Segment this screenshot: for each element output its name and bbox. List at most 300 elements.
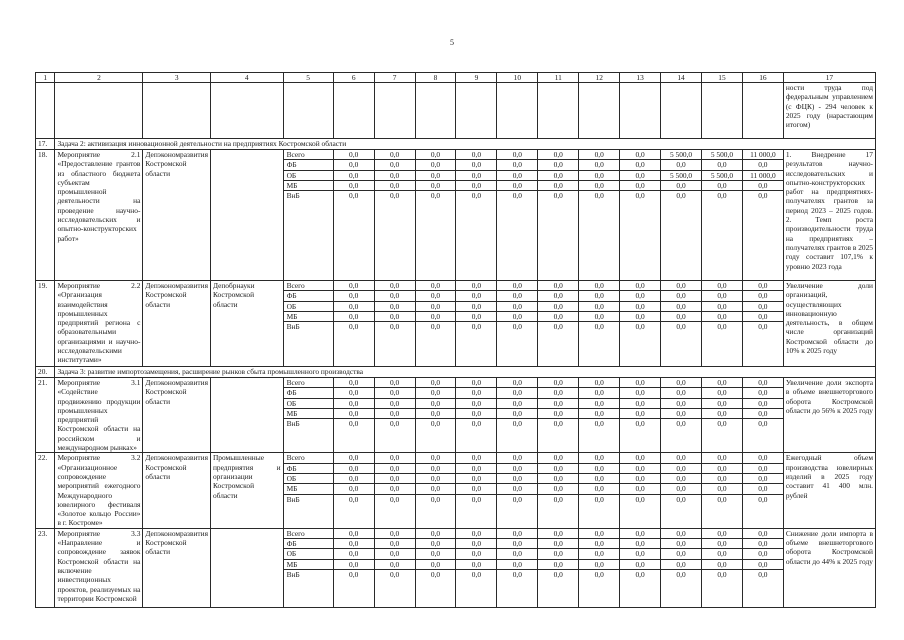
amount-value: 0,0 [702, 559, 742, 569]
amount-value: 0,0 [635, 528, 645, 538]
funding-source-label: ОБ [284, 548, 333, 558]
amount-value: 0,0 [676, 528, 686, 538]
amount-value: 0,0 [497, 473, 537, 483]
amount-cell [333, 453, 374, 528]
amount-value: 0,0 [661, 548, 701, 558]
amount-value: 0,0 [538, 387, 578, 397]
amount-cell [538, 453, 579, 528]
amount-value: 0,0 [471, 453, 482, 463]
amount-value: 0,0 [758, 281, 768, 290]
amount-value: 0,0 [375, 483, 415, 493]
row-number: 22. [36, 453, 55, 528]
amount-value: 0,0 [512, 528, 522, 538]
amount-value: 0,0 [456, 473, 496, 483]
participants [210, 150, 283, 281]
amount-value: 0,0 [375, 190, 415, 200]
amount-value: 5 500,0 [669, 150, 693, 159]
amount-value: 0,0 [512, 378, 522, 387]
amount-cell [456, 150, 497, 281]
amount-value: 0,0 [416, 180, 456, 190]
amount-value: 0,0 [416, 473, 456, 483]
amount-value: 0,0 [512, 150, 522, 159]
task-2-row [36, 139, 876, 150]
amount-value: 0,0 [661, 494, 701, 504]
amount-value: 0,0 [702, 569, 742, 579]
funding-source-label: ФБ [284, 290, 333, 300]
amount-value: 0,0 [334, 418, 374, 428]
amount-value: 0,0 [430, 150, 441, 159]
amount-value: 0,0 [553, 378, 563, 387]
amount-value: 0,0 [497, 483, 537, 493]
column-number-15: 15 [702, 73, 743, 83]
amount-value: 0,0 [743, 321, 783, 331]
amount-value: 0,0 [620, 321, 660, 331]
amount-value: 0,0 [594, 528, 604, 538]
row-19 [36, 281, 876, 367]
amount-value: 0,0 [676, 453, 686, 463]
amount-value: 0,0 [579, 398, 619, 408]
amount-value: 0,0 [579, 290, 619, 300]
amount-value: 0,0 [702, 483, 742, 493]
amount-value: 0,0 [416, 483, 456, 493]
amount-value: 0,0 [620, 190, 660, 200]
amount-value: 0,0 [538, 190, 578, 200]
carry-over-row [36, 83, 876, 139]
amount-value: 0,0 [416, 408, 456, 418]
amount-value: 0,0 [676, 281, 686, 290]
amount-cell [661, 150, 702, 281]
amount-value: 0,0 [702, 290, 742, 300]
amount-value: 0,0 [334, 463, 374, 473]
amount-value: 0,0 [334, 311, 374, 321]
amount-value: 0,0 [579, 311, 619, 321]
amount-value: 0,0 [743, 301, 783, 311]
amount-value: 0,0 [743, 559, 783, 569]
amount-value: 0,0 [497, 538, 537, 548]
amount-value: 0,0 [375, 548, 415, 558]
amount-value: 0,0 [620, 408, 660, 418]
amount-value: 0,0 [497, 548, 537, 558]
amount-value: 0,0 [538, 494, 578, 504]
amount-value: 0,0 [334, 301, 374, 311]
amount-value: 0,0 [620, 418, 660, 428]
amount-value: 0,0 [661, 398, 701, 408]
amount-value: 0,0 [620, 301, 660, 311]
amount-value: 0,0 [538, 408, 578, 418]
column-number-17: 17 [783, 73, 875, 83]
amount-value: 0,0 [375, 408, 415, 418]
amount-value: 0,0 [579, 418, 619, 428]
amount-cell [538, 150, 579, 281]
column-number-8: 8 [415, 73, 456, 83]
funding-source-label: ОБ [284, 473, 333, 483]
funding-source-label: ВнБ [284, 418, 333, 428]
amount-value: 0,0 [456, 538, 496, 548]
funding-source-label: ВнБ [284, 190, 333, 200]
column-number-3: 3 [143, 73, 211, 83]
amount-cell [579, 528, 620, 607]
funding-source-label: ОБ [284, 301, 333, 311]
column-number-13: 13 [620, 73, 661, 83]
amount-value: 0,0 [497, 190, 537, 200]
participants [210, 378, 283, 453]
amount-cell [333, 281, 374, 367]
amount-value: 0,0 [538, 538, 578, 548]
amount-cell [374, 378, 415, 453]
amount-value: 0,0 [456, 170, 496, 180]
amount-value: 0,0 [717, 528, 727, 538]
amount-cell [333, 528, 374, 607]
amount-value: 0,0 [334, 408, 374, 418]
amount-value: 0,0 [635, 281, 645, 290]
amount-value: 0,0 [334, 569, 374, 579]
amount-value: 0,0 [375, 159, 415, 169]
amount-cell [374, 150, 415, 281]
amount-value: 0,0 [456, 559, 496, 569]
amount-value: 0,0 [661, 473, 701, 483]
amount-value: 0,0 [661, 159, 701, 169]
task-2-number: 17. [36, 139, 55, 150]
activity-name: Мероприятие 2.2 «Организация взаимодействия промышленных предприятий региона с образовательными организациями и научно-исследовательскими институтами» [55, 281, 143, 367]
program-table [35, 72, 876, 608]
amount-value: 0,0 [620, 180, 660, 190]
amount-value: 0,0 [456, 408, 496, 418]
row-21 [36, 378, 876, 453]
amount-value: 0,0 [375, 170, 415, 180]
amount-value: 0,0 [579, 569, 619, 579]
amount-cell [333, 150, 374, 281]
amount-value: 0,0 [538, 170, 578, 180]
funding-source-label: ОБ [284, 170, 333, 180]
expected-result: 1. Внедрение 17 результатов научно-исследовательских и опытно-конструкторских работ на предприятиях-получателях грантов за период 2023 – 2025 годов. 2. Темп роста производительности труда на предприятиях – получателях грантов в 2025 году составит 107,1% к уровню 2023 года [783, 150, 875, 281]
responsible-executor: Депэкономразвития Костромской области [143, 150, 211, 281]
amount-value: 0,0 [579, 548, 619, 558]
amount-value: 0,0 [497, 321, 537, 331]
amount-value: 0,0 [497, 408, 537, 418]
amount-value: 5 500,0 [710, 150, 734, 159]
column-number-14: 14 [661, 73, 702, 83]
amount-value: 0,0 [375, 569, 415, 579]
amount-value: 0,0 [416, 538, 456, 548]
row-number: 21. [36, 378, 55, 453]
amount-value: 0,0 [579, 180, 619, 190]
amount-value: 0,0 [416, 463, 456, 473]
funding-sources [283, 281, 333, 367]
amount-value: 0,0 [702, 159, 742, 169]
amount-cell [579, 150, 620, 281]
amount-value: 0,0 [430, 528, 441, 538]
amount-value: 0,0 [334, 548, 374, 558]
amount-value: 0,0 [579, 321, 619, 331]
funding-source-label: ФБ [284, 538, 333, 548]
amount-value: 0,0 [594, 150, 604, 159]
funding-source-label: МБ [284, 311, 333, 321]
amount-value: 0,0 [743, 408, 783, 418]
activity-name: Мероприятие 3.3 «Направление и сопровождение заявок Костромской области на включение инвестиционных проектов, реализуемых на территории Костромской [55, 528, 143, 607]
amount-value: 0,0 [579, 538, 619, 548]
amount-value: 0,0 [375, 473, 415, 483]
amount-value: 0,0 [497, 301, 537, 311]
amount-value: 0,0 [497, 311, 537, 321]
amount-value: 0,0 [702, 387, 742, 397]
amount-value: 0,0 [620, 494, 660, 504]
amount-value: 0,0 [702, 301, 742, 311]
expected-result: Увеличение доли экспорта в объеме внешнеторгового оборота Костромской области до 56% к 2025 году [783, 378, 875, 453]
amount-value: 0,0 [635, 378, 645, 387]
amount-value: 0,0 [389, 150, 400, 159]
column-number-1: 1 [36, 73, 55, 83]
funding-source-label: Всего [286, 150, 305, 159]
amount-value: 0,0 [743, 180, 783, 190]
amount-value: 0,0 [620, 290, 660, 300]
amount-value: 0,0 [375, 398, 415, 408]
amount-value: 0,0 [456, 190, 496, 200]
amount-cell [456, 281, 497, 367]
amount-value: 0,0 [497, 180, 537, 190]
amount-value: 0,0 [579, 301, 619, 311]
amount-cell [742, 378, 783, 453]
amount-value: 0,0 [497, 170, 537, 180]
amount-cell [333, 378, 374, 453]
amount-value: 0,0 [538, 548, 578, 558]
amount-value: 0,0 [430, 281, 441, 290]
amount-value: 0,0 [430, 453, 441, 463]
amount-value: 0,0 [717, 281, 727, 290]
amount-value: 0,0 [512, 453, 522, 463]
row-22 [36, 453, 876, 528]
amount-cell [497, 528, 538, 607]
column-number-row [36, 73, 876, 83]
amount-value: 0,0 [349, 528, 359, 538]
amount-cell [497, 453, 538, 528]
amount-value: 0,0 [579, 159, 619, 169]
amount-value: 0,0 [456, 569, 496, 579]
amount-cell [742, 528, 783, 607]
amount-value: 0,0 [497, 387, 537, 397]
amount-value: 0,0 [553, 528, 563, 538]
amount-value: 0,0 [538, 473, 578, 483]
amount-value: 0,0 [416, 494, 456, 504]
amount-value: 0,0 [334, 170, 374, 180]
funding-source-label: ВнБ [284, 569, 333, 579]
amount-value: 0,0 [416, 559, 456, 569]
amount-value: 0,0 [456, 159, 496, 169]
amount-cell [374, 453, 415, 528]
amount-value: 0,0 [702, 473, 742, 483]
column-number-5: 5 [283, 73, 333, 83]
amount-cell [497, 150, 538, 281]
amount-value: 0,0 [717, 453, 727, 463]
amount-value: 0,0 [375, 387, 415, 397]
amount-value: 0,0 [349, 150, 359, 159]
amount-value: 0,0 [661, 418, 701, 428]
amount-cell [538, 281, 579, 367]
column-number-16: 16 [742, 73, 783, 83]
amount-cell [620, 453, 661, 528]
amount-cell [702, 528, 743, 607]
amount-value: 0,0 [538, 290, 578, 300]
amount-value: 0,0 [743, 290, 783, 300]
amount-value: 0,0 [620, 170, 660, 180]
amount-value: 0,0 [620, 463, 660, 473]
amount-value: 0,0 [375, 311, 415, 321]
amount-value: 0,0 [758, 528, 768, 538]
amount-value: 0,0 [594, 453, 604, 463]
expected-result: Ежегодный объем производства ювелирных изделий в 2025 году составит 41 400 млн. рублей [783, 453, 875, 528]
funding-source-label: Всего [286, 281, 305, 290]
amount-cell [374, 281, 415, 367]
amount-value: 0,0 [471, 528, 482, 538]
amount-value: 0,0 [334, 159, 374, 169]
activity-name: Мероприятие 3.1 «Содействие продвижению продукции промышленных предприятий Костромской области на российском и международном рынках» [55, 378, 143, 453]
amount-value: 0,0 [553, 453, 563, 463]
amount-value: 0,0 [620, 569, 660, 579]
amount-value: 0,0 [661, 387, 701, 397]
amount-value: 0,0 [416, 548, 456, 558]
funding-source-label: Всего [286, 528, 305, 538]
amount-value: 0,0 [456, 463, 496, 473]
amount-value: 0,0 [538, 418, 578, 428]
amount-value: 0,0 [430, 378, 441, 387]
row-number: 19. [36, 281, 55, 367]
amount-value: 0,0 [538, 321, 578, 331]
amount-value: 0,0 [456, 398, 496, 408]
amount-value: 0,0 [471, 150, 482, 159]
amount-value: 0,0 [702, 180, 742, 190]
amount-cell [579, 281, 620, 367]
amount-value: 0,0 [702, 538, 742, 548]
row-23 [36, 528, 876, 607]
amount-cell [415, 528, 456, 607]
amount-value: 0,0 [334, 494, 374, 504]
amount-value: 0,0 [702, 494, 742, 504]
responsible-executor: Депэкономразвития Костромской области [143, 453, 211, 528]
amount-value: 0,0 [538, 180, 578, 190]
expected-result: Снижение доли импорта в объеме внешнеторгового оборота Костромской области до 44% к 2025 году [783, 528, 875, 607]
amount-value: 0,0 [416, 311, 456, 321]
funding-source-label: Всего [286, 453, 305, 463]
amount-value: 0,0 [743, 463, 783, 473]
funding-sources [283, 528, 333, 607]
amount-value: 0,0 [497, 398, 537, 408]
funding-sources [283, 378, 333, 453]
amount-value: 0,0 [620, 398, 660, 408]
amount-value: 0,0 [334, 559, 374, 569]
amount-value: 0,0 [743, 494, 783, 504]
amount-value: 0,0 [661, 538, 701, 548]
amount-cell [579, 378, 620, 453]
row-number: 23. [36, 528, 55, 607]
amount-value: 0,0 [702, 311, 742, 321]
funding-sources [283, 150, 333, 281]
amount-value: 0,0 [349, 378, 359, 387]
amount-value: 0,0 [743, 387, 783, 397]
page-number: 5 [450, 38, 454, 47]
expected-result: Увеличение доли организаций, осуществляющих инновационную деятельность, в общем числе организаций Костромской области до 10% к 2025 году [783, 281, 875, 367]
amount-value: 0,0 [702, 190, 742, 200]
amount-value: 0,0 [758, 378, 768, 387]
amount-value: 0,0 [579, 483, 619, 493]
amount-value: 0,0 [743, 311, 783, 321]
amount-value: 0,0 [416, 387, 456, 397]
amount-cell [742, 281, 783, 367]
amount-value: 0,0 [497, 494, 537, 504]
funding-source-label: МБ [284, 180, 333, 190]
amount-value: 0,0 [497, 463, 537, 473]
amount-cell [497, 378, 538, 453]
amount-value: 0,0 [375, 463, 415, 473]
funding-sources [283, 453, 333, 528]
funding-source-label: ФБ [284, 159, 333, 169]
amount-value: 0,0 [456, 290, 496, 300]
amount-value: 0,0 [375, 418, 415, 428]
funding-source-label: ФБ [284, 387, 333, 397]
amount-value: 0,0 [334, 473, 374, 483]
amount-value: 0,0 [702, 321, 742, 331]
amount-cell [661, 378, 702, 453]
amount-cell [620, 528, 661, 607]
amount-cell [661, 453, 702, 528]
amount-cell [702, 453, 743, 528]
amount-cell [742, 453, 783, 528]
amount-value: 0,0 [375, 559, 415, 569]
amount-value: 0,0 [661, 290, 701, 300]
amount-value: 0,0 [389, 378, 400, 387]
amount-value: 0,0 [416, 569, 456, 579]
amount-value: 5 500,0 [661, 170, 701, 180]
amount-value: 0,0 [594, 378, 604, 387]
column-number-11: 11 [538, 73, 579, 83]
amount-value: 0,0 [579, 170, 619, 180]
task-2-title: Задача 2: активизация инновационной деятельности на предприятиях Костромской области [55, 139, 876, 150]
amount-value: 0,0 [334, 538, 374, 548]
amount-value: 0,0 [497, 290, 537, 300]
amount-value: 0,0 [456, 301, 496, 311]
amount-value: 0,0 [375, 321, 415, 331]
funding-source-label: Всего [286, 378, 305, 387]
amount-value: 0,0 [620, 159, 660, 169]
amount-value: 0,0 [497, 159, 537, 169]
amount-value: 0,0 [743, 159, 783, 169]
amount-value: 0,0 [635, 150, 645, 159]
amount-value: 0,0 [497, 559, 537, 569]
row-18 [36, 150, 876, 281]
amount-value: 0,0 [375, 290, 415, 300]
amount-value: 0,0 [620, 483, 660, 493]
amount-value: 0,0 [743, 569, 783, 579]
participants [210, 528, 283, 607]
amount-cell [702, 150, 743, 281]
amount-value: 0,0 [620, 538, 660, 548]
amount-value: 0,0 [456, 483, 496, 493]
responsible-executor: Депэкономразвития Костромской области [143, 281, 211, 367]
amount-value: 0,0 [497, 418, 537, 428]
amount-value: 0,0 [538, 398, 578, 408]
amount-value: 0,0 [471, 378, 482, 387]
amount-value: 0,0 [743, 483, 783, 493]
amount-value: 0,0 [416, 170, 456, 180]
amount-value: 11 000,0 [743, 170, 783, 180]
amount-value: 0,0 [416, 159, 456, 169]
amount-cell [415, 150, 456, 281]
amount-value: 0,0 [758, 453, 768, 463]
amount-value: 0,0 [456, 180, 496, 190]
amount-value: 0,0 [620, 548, 660, 558]
funding-source-label: МБ [284, 559, 333, 569]
amount-value: 0,0 [375, 301, 415, 311]
amount-cell [661, 528, 702, 607]
amount-cell [742, 150, 783, 281]
